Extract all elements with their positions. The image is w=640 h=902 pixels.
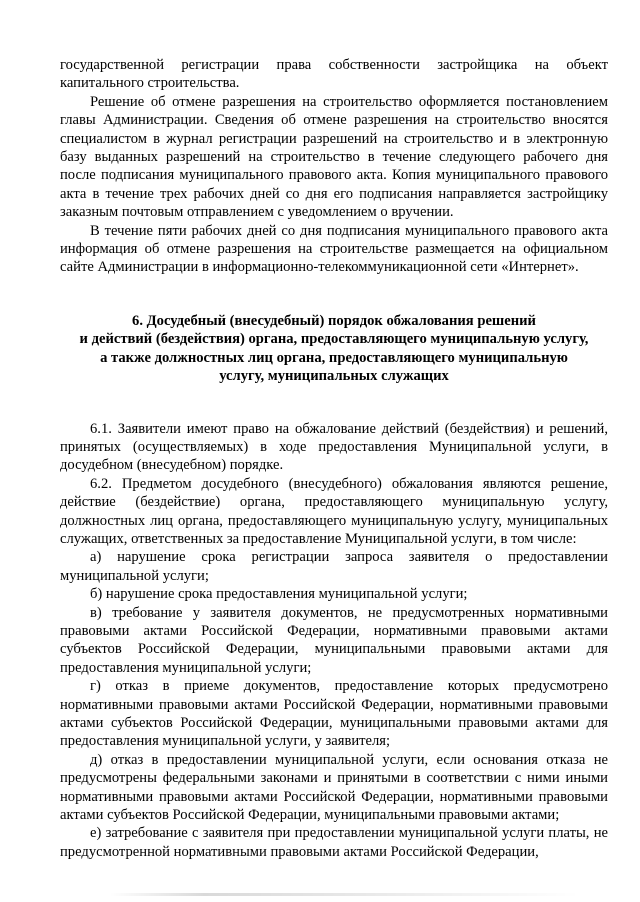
list-item-b: б) нарушение срока предоставления муниципальной услуги; bbox=[90, 586, 468, 603]
document-body bbox=[60, 56, 608, 861]
paragraph-revocation-decision: Решение об отмене разрешения на строительство оформляется постановлением главы Администрации. Сведения об отмене разрешения на строительство вносятся специалистом в журнал регистрации разрешений на строительство и в электронную базу выданных разрешений на строительство в течение следующего рабочего дня после подписания муниципального правового акта. Копия муниципального правового акта в течение трех рабочих дней со дня его подписания направляется застройщику заказным почтовым отправлением с уведомлением о вручении. bbox=[60, 93, 608, 221]
list-item-e: е) затребование с заявителя при предоставлении муниципальной услуги платы, не предусмотренной нормативными правовыми актами Российской Федерации, bbox=[60, 825, 608, 860]
list-item-v: в) требование у заявителя документов, не предусмотренных нормативными правовыми актами Российской Федерации, нормативными правовыми актами субъектов Российской Федерации, муниципальными правовыми актами для предоставления муниципальной услуги; bbox=[60, 604, 608, 676]
paragraph-publication: В течение пяти рабочих дней со дня подписания муниципального правового акта информация об отмене разрешения на строительстве размещается на официальном сайте Администрации в информационно-телекоммуникационной сети «Интернет». bbox=[60, 222, 608, 276]
list-item-a: а) нарушение срока регистрации запроса заявителя о предоставлении муниципальной услуги; bbox=[60, 549, 608, 584]
section-title-line: и действий (бездействия) органа, предоставляющего муниципальную услугу, bbox=[79, 331, 589, 348]
list-item-g: г) отказ в приеме документов, предоставление которых предусмотрено нормативными правовыми актами Российской Федерации, нормативными правовыми актами субъектов Российской Федерации, муниципальными правовыми актами для предоставления муниципальной услуги, у заявителя; bbox=[60, 678, 608, 750]
paragraph-6-2: 6.2. Предметом досудебного (внесудебного) обжалования являются решение, действие (бездействие) органа, предоставляющего муниципальную услугу, должностных лиц органа, предоставляющего муниципальную услугу, муниципальных служащих, ответственных за предоставление Муниципальной услуги, в том числе: bbox=[60, 475, 608, 547]
scan-edge-artifact bbox=[110, 893, 580, 896]
paragraph-continuation: государственной регистрации права собственности застройщика на объект капитального строительства. bbox=[60, 57, 608, 92]
paragraph-6-1: 6.1. Заявители имеют право на обжалование действий (бездействия) и решений, принятых (осуществляемых) в ходе предоставления Муниципальной услуги, в досудебном (внесудебном) порядке. bbox=[60, 420, 608, 474]
section-title-line: услугу, муниципальных служащих bbox=[219, 368, 449, 385]
section-6-title bbox=[60, 312, 608, 386]
list-item-d: д) отказ в предоставлении муниципальной услуги, если основания отказа не предусмотрены федеральными законами и принятыми в соответствии с ними иными нормативными правовыми актами Российской Федерации, нормативными правовыми актами субъектов Российской Федерации, муниципальными правовыми актами; bbox=[60, 751, 608, 824]
section-title-line: 6. Досудебный (внесудебный) порядок обжалования решений bbox=[132, 312, 536, 329]
section-title-line: а также должностных лиц органа, предоставляющего муниципальную bbox=[100, 349, 568, 366]
